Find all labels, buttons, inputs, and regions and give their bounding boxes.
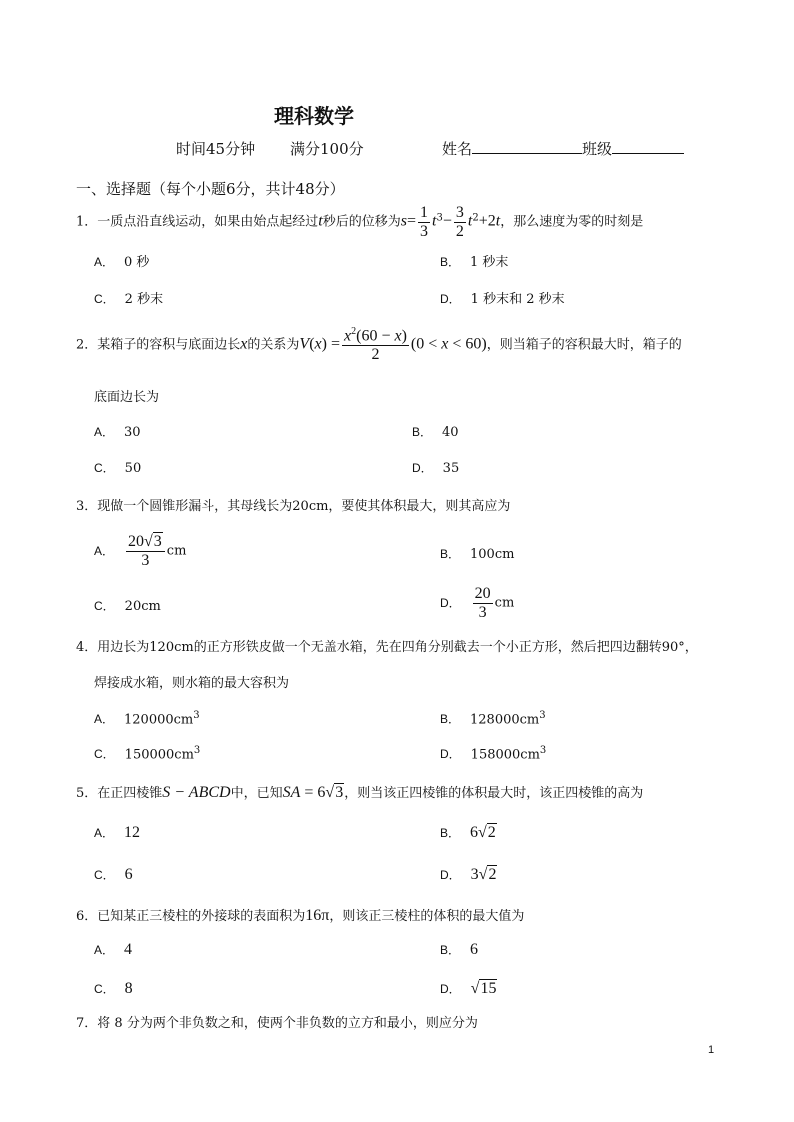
question-text: ，那么速度为零的时刻是 [500,214,644,230]
formula: s [400,212,407,230]
question-number: 1． [76,214,98,230]
question-text: 秒后的位移为 [322,214,401,230]
option-c[interactable]: C． 2 秒末 [94,292,164,307]
fraction: $\frac{x^2(60 - x)}{2}$ [344,326,407,363]
option-c[interactable]: C． 50 [94,461,142,476]
option-d[interactable]: D． 1 秒末和 2 秒末 [440,292,565,307]
question-1: 1．一质点沿直线运动，如果由始点起经过t秒后的位移为s= $\frac{1}{3}$ $t^3-$ $\frac{3}{2}$ $t^2+2t$，那么速度为零的时刻是 [76,204,644,240]
option-d[interactable]: D． $\frac{20}{3}$ cm [440,585,515,621]
class-label: 班级 [582,140,613,158]
option-a[interactable]: A． 4 [94,941,133,958]
option-a[interactable]: A． $120000cm^3$ [94,710,200,728]
question-6: 6．已知某正三棱柱的外接球的表面积为16π，则该正三棱柱的体积的最大值为 [76,907,525,924]
option-c[interactable]: C． 20cm [94,599,161,614]
question-5: 5．在正四棱锥S − ABCD中，已知SA = 6√3，则当该正四棱锥的体积最大时，该正四棱锥的高为 [76,784,644,801]
option-c[interactable]: C． 8 [94,980,133,997]
exam-score: 满分100分 [290,140,364,158]
option-a[interactable]: A． 12 [94,824,141,841]
question-text: 一质点沿直线运动，如果由始点起经过 [97,214,319,230]
formula: V [299,335,310,353]
name-field [442,138,684,159]
fraction: $\frac{3}{2}$ [455,204,464,240]
class-blank [612,138,684,154]
option-d[interactable]: D． 35 [412,461,460,476]
option-d[interactable]: D． 3√2 [440,866,497,883]
formula: S − ABCD [162,784,231,801]
option-a[interactable]: A． 30 [94,425,141,440]
option-b[interactable]: B． 6√2 [440,824,496,841]
page-title: 理科数学 [274,104,354,128]
page-number: 1 [708,1044,715,1056]
option-b[interactable]: B． 40 [412,425,459,440]
option-b[interactable]: B． $128000cm^3$ [440,710,546,728]
option-c[interactable]: C． $150000cm^3$ [94,745,201,763]
exam-time: 时间45分钟 [176,140,256,158]
option-a[interactable]: A． $\frac{20√3}{3}$ cm [94,533,187,569]
name-blank [472,138,582,154]
question-4-line2: 焊接成水箱，则水箱的最大容积为 [94,676,290,691]
option-b[interactable]: B． 1 秒末 [440,255,509,270]
name-label: 姓名 [442,140,473,158]
question-2: 2．某箱子的容积与底面边长x的关系为V(x) = $\frac{x^2(60 - x)}{2}$ (0 < x < 60)，则当箱子的容积最大时，箱子的 [76,326,682,363]
variable: t [318,212,323,230]
question-3: 3．现做一个圆锥形漏斗，其母线长为20cm，要使其体积最大，则其高应为 [76,499,511,514]
option-a[interactable]: A． 0 秒 [94,255,150,270]
option-b[interactable]: B． 6 [440,941,479,958]
option-d[interactable]: D． $158000cm^3$ [440,745,547,763]
option-b[interactable]: B． 100cm [440,547,515,562]
formula: SA [282,784,301,801]
option-c[interactable]: C． 6 [94,866,133,883]
question-2-line2: 底面边长为 [94,390,160,405]
section-heading: 一、选择题（每个小题6分，共计48分） [76,180,345,198]
question-4: 4．用边长为120cm的正方形铁皮做一个无盖水箱，先在四角分别截去一个小正方形，然后把四边翻转90°， [76,640,698,655]
option-d[interactable]: D． √15 [440,980,497,997]
question-7: 7．将 8 分为两个非负数之和，使两个非负数的立方和最小，则应分为 [76,1016,478,1031]
fraction: $\frac{1}{3}$ [420,204,429,240]
